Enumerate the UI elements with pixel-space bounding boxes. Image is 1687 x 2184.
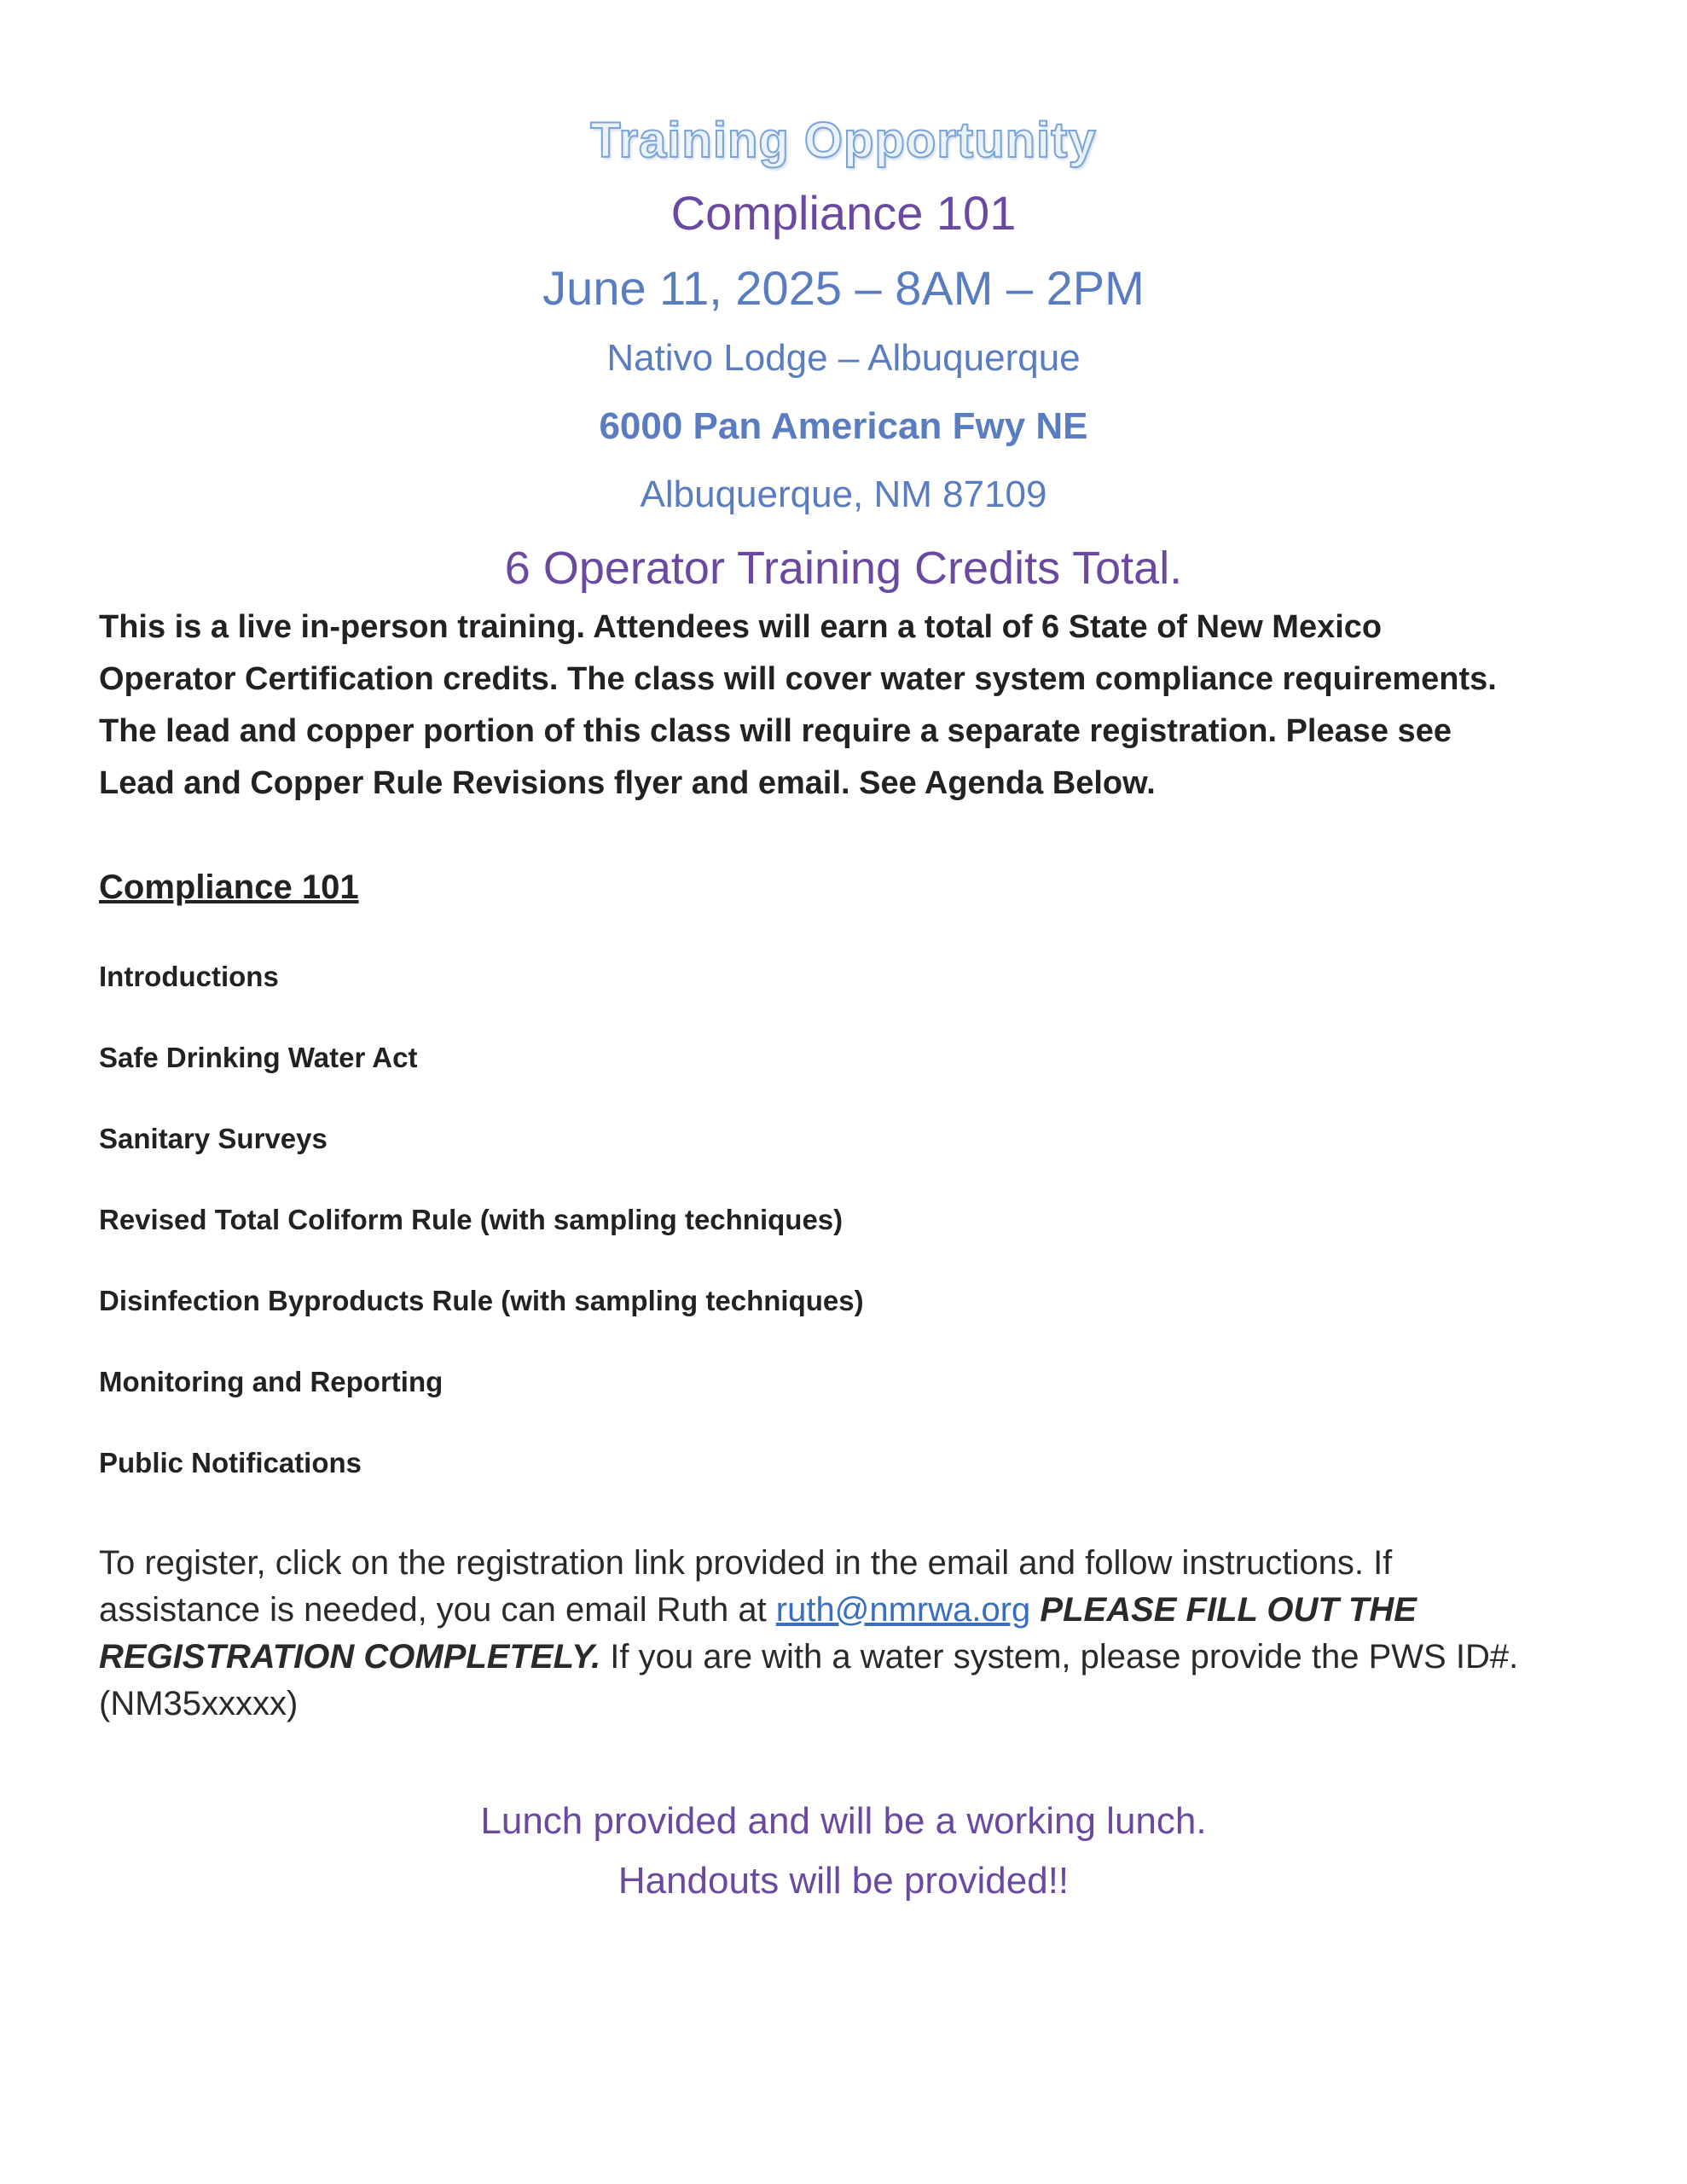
agenda-item: Safe Drinking Water Act: [99, 1042, 418, 1073]
intro-line: Lead and Copper Rule Revisions flyer and email. See Agenda Below.: [99, 765, 1156, 801]
registration-text: assistance is needed, you can email Ruth at: [99, 1591, 776, 1629]
registration-line: To register, click on the registration link provided in the email and follow instructions. If: [99, 1544, 1393, 1582]
event-venue: Nativo Lodge – Albuquerque: [606, 337, 1081, 379]
pws-id-format: (NM35xxxxx): [99, 1685, 299, 1722]
email-link[interactable]: ruth@nmrwa.org: [775, 1591, 1031, 1629]
agenda-item: Revised Total Coliform Rule (with sampling techniques): [99, 1204, 844, 1235]
registration-text: If you are with a water system, please provide the PWS ID#.: [600, 1638, 1519, 1676]
event-city: Albuquerque, NM 87109: [640, 473, 1047, 515]
registration-line: [99, 1634, 1617, 1681]
agenda-heading: Compliance 101: [99, 868, 359, 906]
flyer-title: Training Opportunity: [590, 113, 1097, 168]
course-title: Compliance 101: [670, 186, 1017, 240]
lunch-note: Lunch provided and will be a working lunch.: [480, 1800, 1207, 1842]
agenda-item: Public Notifications: [99, 1447, 362, 1478]
flyer-header: [0, 107, 1687, 608]
agenda-item: Disinfection Byproducts Rule (with sampling techniques): [99, 1285, 864, 1316]
event-address: 6000 Pan American Fwy NE: [599, 405, 1088, 447]
registration-emphasis: REGISTRATION COMPLETELY.: [99, 1638, 601, 1676]
intro-line: Operator Certification credits. The class will cover water system compliance requirements.: [99, 661, 1497, 697]
registration-line: [99, 1587, 1617, 1634]
flyer-footer: [0, 1792, 1687, 1911]
intro-paragraph: [99, 601, 1600, 810]
agenda-item: Introductions: [99, 961, 279, 992]
handouts-note: Handouts will be provided!!: [617, 1860, 1070, 1902]
agenda-list: [99, 956, 864, 1523]
training-credits: 6 Operator Training Credits Total.: [504, 543, 1183, 594]
agenda-item: Monitoring and Reporting: [99, 1366, 443, 1397]
intro-line: The lead and copper portion of this class will require a separate registration. Please see: [99, 713, 1452, 749]
intro-line: This is a live in-person training. Attendees will earn a total of 6 State of New Mexico: [99, 609, 1383, 645]
registration-instructions: [99, 1540, 1617, 1728]
registration-emphasis: PLEASE FILL OUT THE: [1030, 1591, 1417, 1629]
event-date-time: June 11, 2025 – 8AM – 2PM: [542, 261, 1145, 315]
agenda-item: Sanitary Surveys: [99, 1123, 328, 1154]
